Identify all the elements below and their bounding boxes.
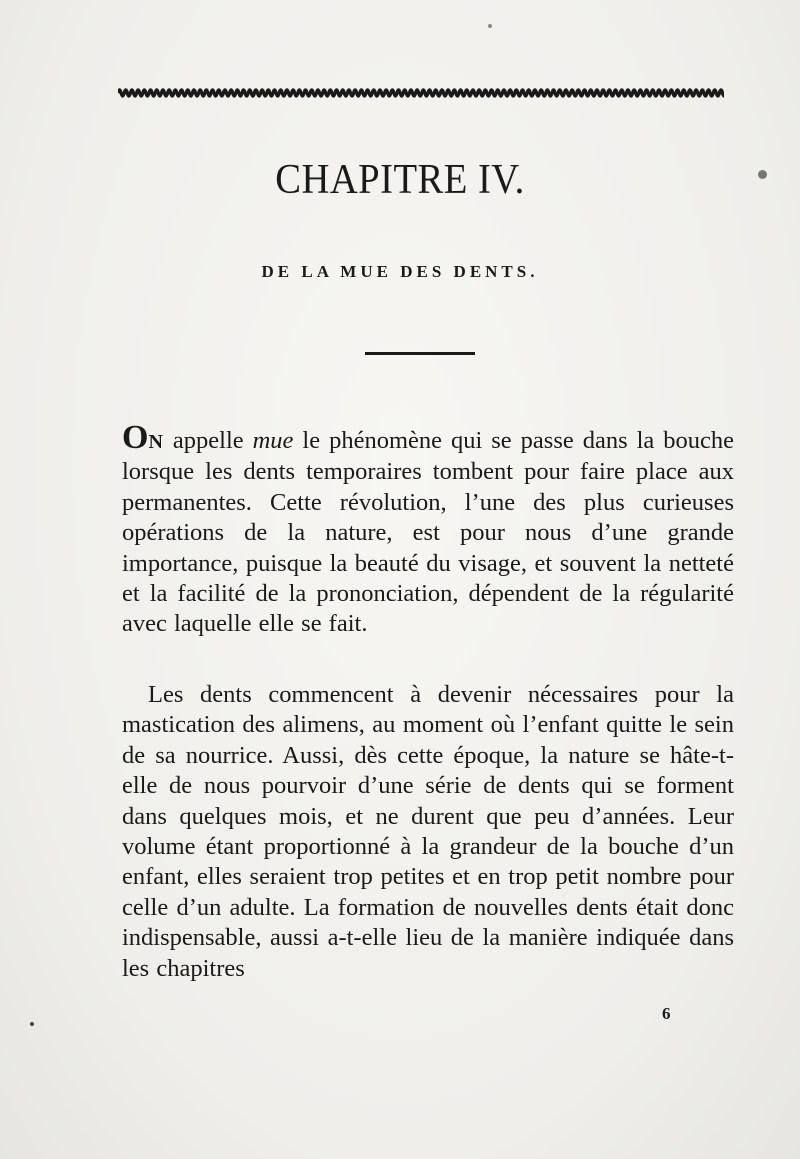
paragraph-2: Les dents commencent à devenir nécessaires pour la mastication des alimens, au moment où l’enfant quitte le sein de sa nourrice. Aussi, dès cette époque, la nature se hâte-t-elle de nous pourvoir d’une série de dents qui se forment dans quelques mois, et ne durent que peu d’années. Leur volume étant proportionné à la grandeur de la bouche d’un enfant, elles seraient trop petites et en trop petit nombre pour celle d’un adulte. La formation de nouvelles dents était donc indispensable, aussi a-t-elle lieu de la manière indiquée dans les chapitres [122, 681, 734, 982]
signature-mark: 6 [662, 1004, 671, 1023]
chapter-title: CHAPITRE IV. [275, 157, 525, 203]
ink-speck [30, 1022, 34, 1026]
ink-speck [758, 170, 767, 179]
title-divider-rule [365, 352, 475, 355]
drop-cap: O [122, 419, 149, 456]
paragraph-1 [122, 419, 734, 640]
small-cap: N [148, 431, 164, 453]
paragraph-1-text: le phénomène qui se passe dans la bouche lorsque les dents temporaires tombent pour faire place aux permanentes. Cette révolution, l’une des plus curieuses opérations de la nature, est pour nous d’une grande importance, puisque la beauté du visage, et souvent la netteté et la facilité de la prononciation, dépendent de la régularité avec laquelle elle se fait. [122, 427, 734, 638]
paragraph-1-lead: appelle [163, 427, 253, 454]
ink-speck [488, 24, 492, 28]
italic-term: mue [252, 427, 294, 454]
decorative-header-ornament [118, 86, 724, 100]
chapter-subtitle: DE LA MUE DES DENTS. [261, 262, 539, 281]
